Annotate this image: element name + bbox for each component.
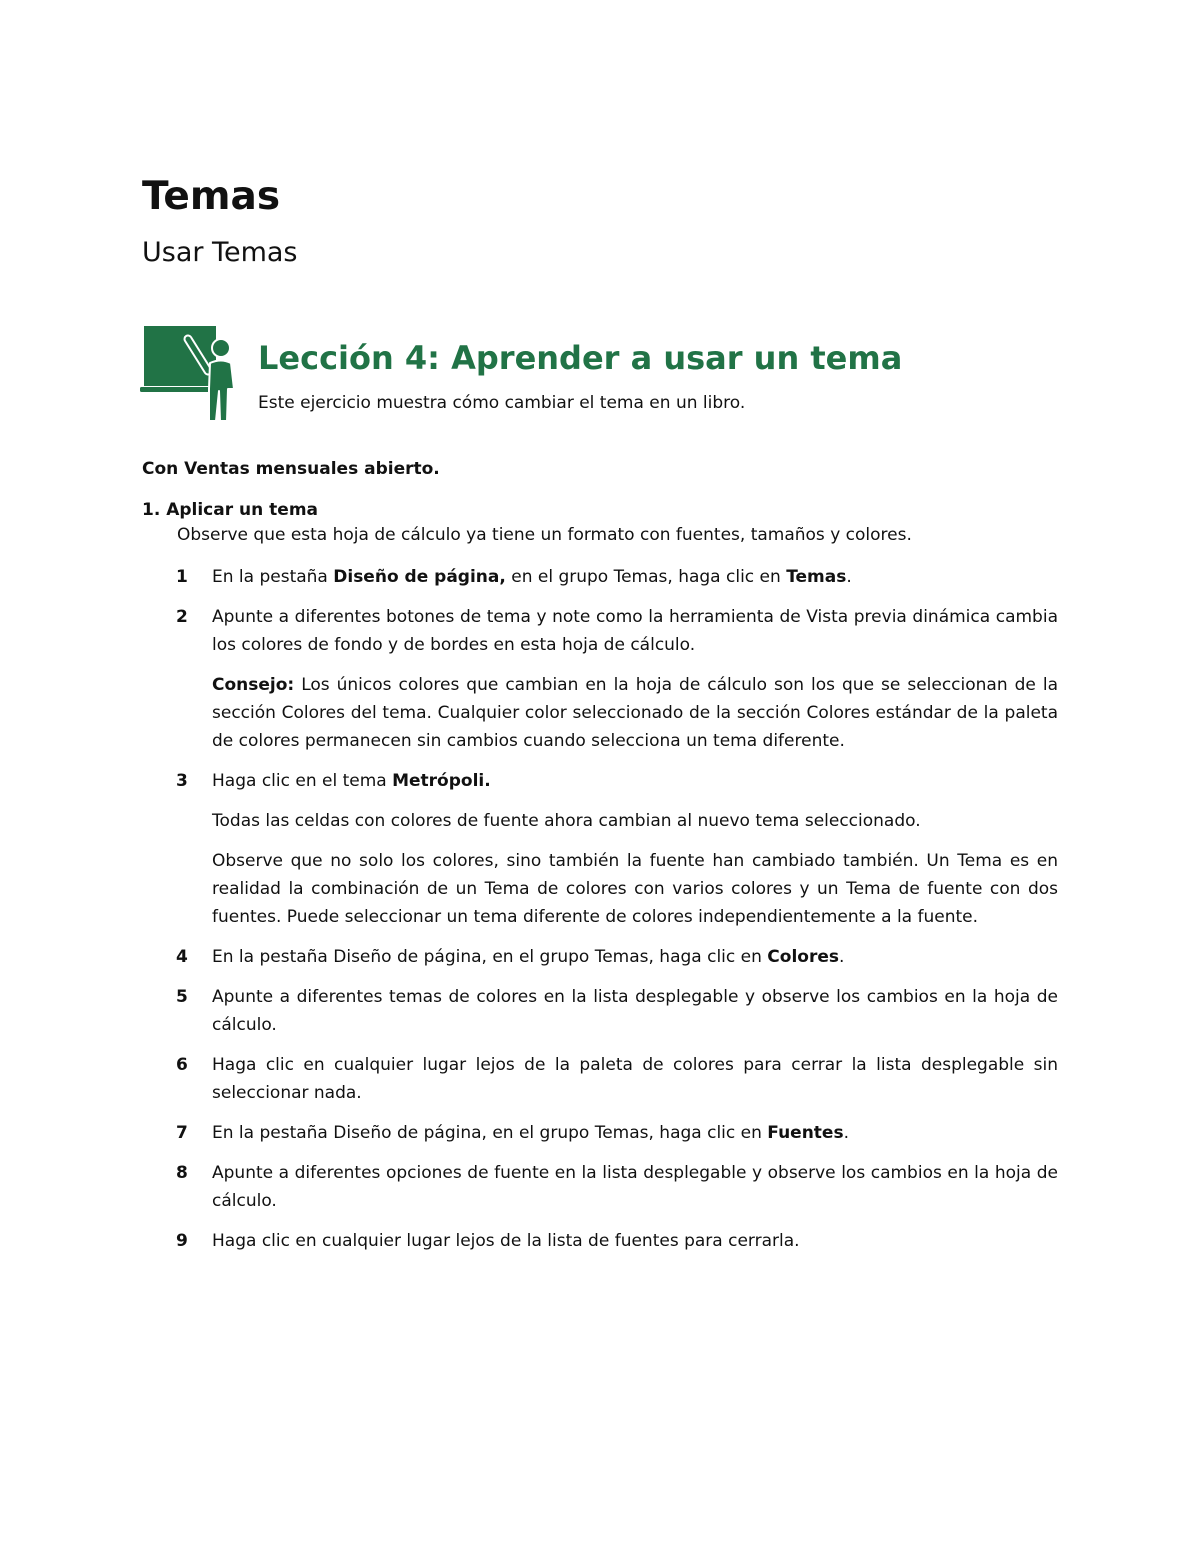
step-number: 6 [176, 1055, 188, 1075]
step-text-part: . [484, 771, 491, 791]
step-number: 7 [176, 1123, 188, 1143]
step-8 [176, 1159, 1058, 1215]
step-number: 3 [176, 771, 188, 791]
tip-label: Consejo: [212, 675, 295, 695]
step-body [212, 603, 1058, 755]
step-body [212, 1227, 1058, 1255]
ui-term: Temas [786, 567, 847, 587]
step-4 [176, 943, 1058, 971]
step-text [212, 943, 1058, 971]
step-6 [176, 1051, 1058, 1107]
step-text-part: en el grupo Temas, haga clic en [505, 567, 787, 587]
ui-term: Colores [767, 947, 839, 967]
ui-term: Metrópoli [392, 771, 485, 791]
step-1 [176, 563, 1058, 591]
lesson-description: Este ejercicio muestra cómo cambiar el tema en un libro. [258, 393, 746, 413]
step-body [212, 563, 1058, 591]
tip-text: Los únicos colores que cambian en la hoja de cálculo son los que se seleccionan de la sección Colores del tema. Cualquier color seleccionado de la sección Colores estándar de la paleta de colores permanecen sin cambios cuando selecciona un tema diferente. [212, 675, 1058, 751]
step-9 [176, 1227, 1058, 1255]
step-text-part: . [839, 947, 845, 967]
step-number: 1 [176, 567, 188, 587]
page-subtitle: Usar Temas [142, 237, 298, 268]
step-number: 9 [176, 1231, 188, 1251]
step-text [212, 563, 1058, 591]
step-7 [176, 1119, 1058, 1147]
intro-text: Con Ventas mensuales abierto. [142, 459, 440, 479]
ui-term: Fuentes [767, 1123, 844, 1143]
step-body [212, 1159, 1058, 1215]
step-body [212, 1051, 1058, 1107]
step-text: Apunte a diferentes temas de colores en la lista desplegable y observe los cambios en la hoja de cálculo. [212, 987, 1058, 1035]
teacher-at-board-icon [140, 325, 238, 425]
step-body [212, 1119, 1058, 1147]
step-5 [176, 983, 1058, 1039]
step-2 [176, 603, 1058, 755]
ui-term: Diseño de página, [333, 567, 506, 587]
step-text-part: En la pestaña Diseño de página, en el grupo Temas, haga clic en [212, 947, 768, 967]
step-text [212, 767, 1058, 795]
step-text: Haga clic en cualquier lugar lejos de la lista de fuentes para cerrarla. [212, 1231, 800, 1251]
step-text-part: . [843, 1123, 849, 1143]
step-body [212, 767, 1058, 931]
step-text-part: . [846, 567, 852, 587]
step-text: Apunte a diferentes botones de tema y note como la herramienta de Vista previa dinámica cambia los colores de fondo y de bordes en esta hoja de cálculo. [212, 607, 1058, 655]
page-title: Temas [142, 174, 281, 219]
section-description: Observe que esta hoja de cálculo ya tiene un formato con fuentes, tamaños y colores. [177, 525, 912, 545]
step-3 [176, 767, 1058, 931]
step-body [212, 943, 1058, 971]
step-number: 5 [176, 987, 188, 1007]
step-note: Todas las celdas con colores de fuente ahora cambian al nuevo tema seleccionado. [212, 811, 921, 831]
step-text-part: En la pestaña [212, 567, 334, 587]
step-text: Apunte a diferentes opciones de fuente en la lista desplegable y observe los cambios en la hoja de cálculo. [212, 1163, 1058, 1211]
step-note: Observe que no solo los colores, sino también la fuente han cambiado también. Un Tema es en realidad la combinación de un Tema de colores con varios colores y un Tema de fuente con dos fuentes. Puede seleccionar un tema diferente de colores independientemente a la fuente. [212, 851, 1058, 927]
step-body [212, 983, 1058, 1039]
tip-note [212, 671, 1058, 755]
step-number: 2 [176, 607, 188, 627]
section-title: 1. Aplicar un tema [142, 500, 319, 520]
step-text-part: En la pestaña Diseño de página, en el grupo Temas, haga clic en [212, 1123, 768, 1143]
step-text [212, 1119, 1058, 1147]
lesson-title: Lección 4: Aprender a usar un tema [258, 339, 903, 377]
step-number: 8 [176, 1163, 188, 1183]
step-text: Haga clic en cualquier lugar lejos de la paleta de colores para cerrar la lista desplegable sin seleccionar nada. [212, 1055, 1058, 1103]
step-text-part: Haga clic en el tema [212, 771, 393, 791]
step-number: 4 [176, 947, 188, 967]
steps-list [176, 563, 1058, 1267]
